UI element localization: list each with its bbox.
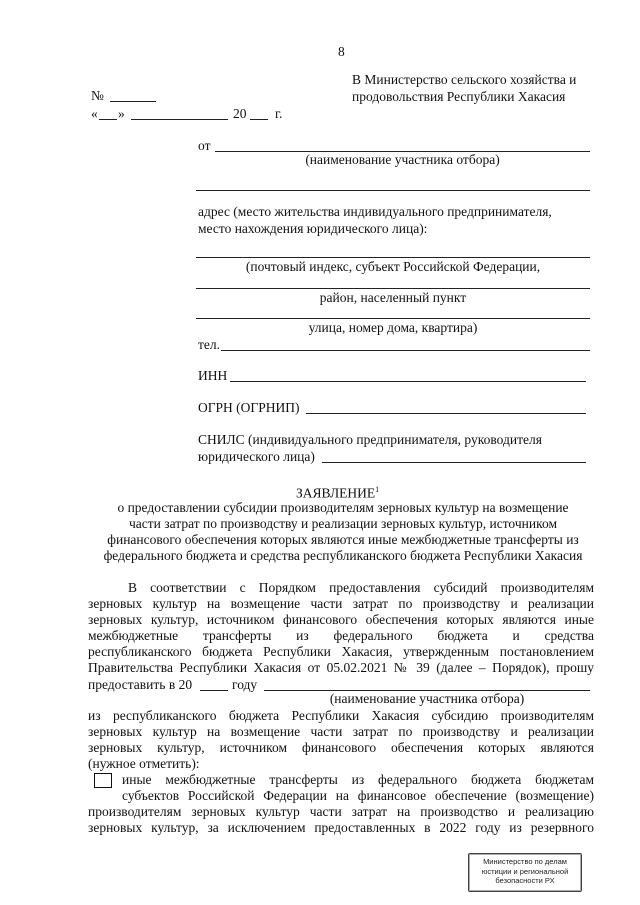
provide-year-word: году xyxy=(232,677,258,692)
address-street-field[interactable] xyxy=(196,318,590,319)
date-open-quote: « xyxy=(91,106,98,121)
paragraph-1-line: зерновых культур на возмещение части затрат по производству и реализации xyxy=(88,596,594,611)
snils-label-2: юридического лица) xyxy=(198,449,315,464)
from-label: от xyxy=(198,138,211,153)
ogrn-label: ОГРН (ОГРНИП) xyxy=(198,400,300,415)
subtitle-line-3: финансового обеспечения которых являются иные межбюджетные трансферты из xyxy=(107,532,579,547)
paragraph-1-line: зерновых культур, источником финансового обеспечения которых являются иные xyxy=(88,612,594,627)
paragraph-1-line: В соответствии с Порядком предоставления субсидий производителям xyxy=(128,580,594,595)
addressee-line-2: продовольствия Республики Хакасия xyxy=(352,89,566,104)
paragraph-1-line: республиканского бюджета Республики Хакасия, утвержденным постановлением xyxy=(88,644,594,659)
address-street-caption: улица, номер дома, квартира) xyxy=(308,320,478,335)
inn-field[interactable] xyxy=(230,381,586,382)
ogrn-field[interactable] xyxy=(306,413,586,414)
paragraph-2 xyxy=(88,708,594,772)
option-1-text xyxy=(88,772,594,836)
snils-label-1: СНИЛС (индивидуального предпринимателя, руководителя xyxy=(198,432,542,447)
address-postal-field[interactable] xyxy=(196,257,590,258)
paragraph-1 xyxy=(88,580,594,676)
option-1-line: субъектов Российской Федерации на финансовое обеспечение (возмещение) xyxy=(122,788,594,803)
address-district-field[interactable] xyxy=(196,288,590,289)
subtitle-line-4: федерального бюджета и средства республиканского бюджета Республики Хакасия xyxy=(103,548,583,563)
stamp-line-3: безопасности РХ xyxy=(495,876,555,885)
year-field[interactable] xyxy=(250,119,268,120)
applicant-name-field-2[interactable] xyxy=(196,190,590,191)
tel-label: тел. xyxy=(198,337,221,352)
applicant-name-caption: (наименование участника отбора) xyxy=(305,152,500,167)
tel-field[interactable] xyxy=(221,350,590,351)
date-close-quote: » xyxy=(118,106,125,121)
option-1-line: производителям зерновых культур части затрат на производство и реализацию xyxy=(88,804,594,819)
snils-field[interactable] xyxy=(322,462,586,463)
day-field[interactable] xyxy=(99,119,117,120)
provide-recipient-caption: (наименование участника отбора) xyxy=(329,691,525,706)
address-label-2: место нахождения юридического лица): xyxy=(198,221,428,236)
paragraph-1-line: межбюджетные трансферты из федерального бюджета и средства xyxy=(88,628,594,643)
subtitle-line-2: части затрат по производству и реализации зерновых культур, источником xyxy=(129,516,557,531)
paragraph-1-line: Правительства Республики Хакасия от 05.02.2021 № 39 (далее – Порядок), прошу xyxy=(88,660,594,675)
inn-label: ИНН xyxy=(198,368,228,383)
address-postal-caption: (почтовый индекс, субъект Российской Федерации, xyxy=(245,259,541,274)
month-field[interactable] xyxy=(131,119,228,120)
number-label: № xyxy=(91,88,104,103)
paragraph-2-line: зерновых культур, источником финансового обеспечения которых являются xyxy=(88,740,594,755)
stamp-line-1: Министерство по делам xyxy=(483,857,567,866)
provide-year-field[interactable] xyxy=(200,690,228,691)
option-1-line: иные межбюджетные трансферты из федерального бюджета бюджетам xyxy=(122,772,594,787)
stamp-line-2: юстиции и региональной xyxy=(481,866,569,876)
year-prefix: 20 xyxy=(233,106,247,121)
address-district-caption: район, населенный пункт xyxy=(319,290,467,305)
registration-stamp xyxy=(468,853,582,892)
paragraph-2-line: из республиканского бюджета Республики Хакасия субсидию производителям xyxy=(88,708,594,723)
footnote-mark: 1 xyxy=(375,485,380,494)
document-title: ЗАЯВЛЕНИЕ$^1$ xyxy=(296,485,380,501)
addressee-line-1: В Министерство сельского хозяйства и xyxy=(352,72,577,87)
number-field[interactable] xyxy=(110,101,156,102)
page-number: 8 xyxy=(338,44,345,59)
subtitle-line-1: о предоставлении субсидии производителям зерновых культур на возмещение xyxy=(117,500,569,515)
paragraph-2-line: (нужное отметить): xyxy=(88,756,200,771)
option-1-line: зерновых культур, за исключением предоставленных в 2022 году из резервного xyxy=(88,820,594,835)
year-suffix: г. xyxy=(275,106,283,121)
paragraph-2-line: зерновых культур на возмещение части затрат по производству и реализации xyxy=(88,724,594,739)
provide-prefix: предоставить в 20 xyxy=(88,677,193,692)
address-label-1: адрес (место жительства индивидуального предпринимателя, xyxy=(198,204,552,219)
